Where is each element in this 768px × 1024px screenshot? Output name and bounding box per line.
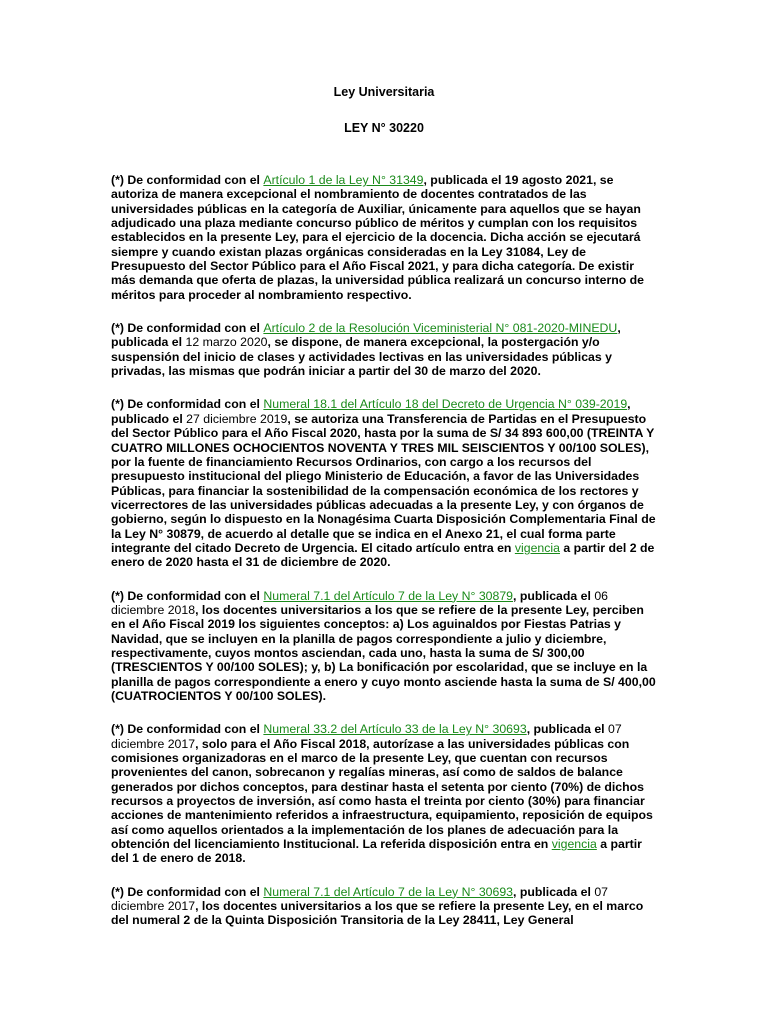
paragraph-text: , publicada el (513, 588, 595, 603)
reference-link[interactable]: Artículo 2 de la Resolución Viceministerial N° 081-2020-MINEDU (263, 321, 618, 336)
paragraph-text: , publicado el (111, 397, 631, 426)
reference-link[interactable]: Numeral 7.1 del Artículo 7 de la Ley N° 30693 (263, 884, 514, 899)
document-body (111, 173, 658, 947)
paragraph-rvm-081-2020 (111, 321, 658, 378)
paragraph-text: , publicada el (111, 321, 621, 350)
law-number: LEY N° 30220 (344, 121, 424, 135)
paragraph-ley-30879 (111, 589, 658, 704)
publication-date: 12 marzo 2020 (185, 335, 268, 350)
paragraph-ley-31349 (111, 173, 658, 302)
paragraph-text: , publicada el (526, 722, 609, 737)
paragraph-text: (*) De conformidad con el (111, 321, 264, 336)
publication-date: 07 diciembre 2017 (111, 722, 622, 751)
paragraph-text: , publicada el 19 agosto 2021, se autoriza de manera excepcional el nombramiento de docentes contratados de las universidades públicas en la categoría de Auxiliar, únicamente para aquellos que se hayan adjudicado una plaza mediante concurso público de méritos y cumplan con los requisitos establecidos en la presente Ley, para el ejercicio de la docencia. Dicha acción se ejecutará siempre y cuando existan plazas orgánicas consideradas en la Ley 31084, Ley de Presupuesto del Sector Público para el Año Fiscal 2021, y para dicha categoría. De existir más demanda que oferta de plazas, la universidad pública realizará un concurso interno de méritos para proceder al nombramiento respectivo. (111, 173, 645, 302)
vigencia-link[interactable]: vigencia (514, 540, 560, 555)
paragraph-text: , publicada el (513, 884, 595, 899)
paragraph-text: , los docentes universitarios a los que se refiere la presente Ley, en el marco del numeral 2 de la Quinta Disposición Transitoria de la Ley 28411, Ley General (111, 899, 644, 928)
paragraph-text: , se autoriza una Transferencia de Partidas en el Presupuesto del Sector Público para el Año Fiscal 2020, hasta por la suma de S/ 34 893 600,00 (TREINTA Y CUATRO MILLONES OCHOCIENTOS NOVENTA Y TRES MIL SEISCIENTOS Y 00/100 SOLES), por la fuente de financiamiento Recursos Ordinarios, con cargo a los recursos del presupuesto institucional del pliego Ministerio de Educación, a favor de las Universidades Públicas, para financiar la sostenibilidad de la compensación económica de los rectores y vicerrectores de las universidades públicas adecuadas a la presente Ley, y con órganos de gobierno, según lo dispuesto en la Nonagésima Cuarta Disposición Complementaria Final de la Ley N° 30879, de acuerdo al detalle que se indica en el Anexo 21, el cual forma parte integrante del citado Decreto de Urgencia. El citado artículo entra en (111, 411, 656, 555)
paragraph-text: , solo para el Año Fiscal 2018, autorízase a las universidades públicas con comisiones organizadoras en el marco de la presente Ley, que cuentan con recursos provenientes del canon, sobrecanon y regalías mineras, así como de saldos de balance generados por dichos conceptos, para destinar hasta el setenta por ciento (70%) de dichos recursos a proyectos de inversión, así como hasta el treinta por ciento (30%) para financiar acciones de mantenimiento referidos a infraestructura, equipamiento, reposición de equipos así como aquellos orientados a la implementación de los planes de adecuación para la obtención del licenciamiento Institucional. La referida disposición entra en (111, 736, 653, 852)
paragraph-text: (*) De conformidad con el (111, 397, 264, 412)
vigencia-link[interactable]: vigencia (551, 837, 597, 852)
publication-date: 07 diciembre 2017 (111, 884, 609, 914)
paragraph-text: a partir del 2 de enero de 2020 hasta el 31 de diciembre de 2020. (111, 540, 655, 570)
paragraph-text: , se dispone, de manera excepcional, la postergación y/o suspensión del inicio de clases y actividades lectivas en las universidades públicas y privadas, las mismas que podrán iniciar a partir del 30 de marzo del 2020. (111, 335, 612, 379)
paragraph-text: (*) De conformidad con el (111, 588, 264, 603)
reference-link[interactable]: Numeral 18.1 del Artículo 18 del Decreto de Urgencia N° 039-2019 (263, 397, 628, 412)
paragraph-text: a partir del 1 de enero de 2018. (111, 837, 642, 866)
paragraph-du-039-2019 (111, 397, 658, 569)
paragraph-text: (*) De conformidad con el (111, 722, 264, 737)
paragraph-text: (*) De conformidad con el (111, 173, 264, 187)
document-title: Ley Universitaria (333, 85, 435, 99)
reference-link[interactable]: Artículo 1 de la Ley N° 31349 (263, 173, 424, 187)
publication-date: 06 diciembre 2018 (111, 588, 609, 617)
publication-date: 27 diciembre 2019 (186, 411, 288, 426)
paragraph-ley-30693-art33 (111, 722, 658, 865)
paragraph-text: , los docentes universitarios a los que se refiere de la presente Ley, perciben en el Año Fiscal 2019 los siguientes conceptos: a) Los aguinaldos por Fiestas Patrias y Navidad, que se incluyen en la planilla de pagos correspondiente a julio y diciembre, respectivamente, cuyos montos asciendan, cada uno, hasta la suma de S/ 300,00 (TRESCIENTOS Y 00/100 SOLES); y, b) La bonificación por escolaridad, que se incluye en la planilla de pagos correspondiente a enero y cuyo monto asciende hasta la suma de S/ 400,00 (CUATROCIENTOS Y 00/100 SOLES). (111, 602, 656, 703)
reference-link[interactable]: Numeral 7.1 del Artículo 7 de la Ley N° 30879 (263, 588, 514, 603)
paragraph-ley-30693-art7 (111, 885, 658, 928)
reference-link[interactable]: Numeral 33.2 del Artículo 33 de la Ley N° 30693 (263, 722, 527, 737)
paragraph-text: (*) De conformidad con el (111, 884, 264, 899)
